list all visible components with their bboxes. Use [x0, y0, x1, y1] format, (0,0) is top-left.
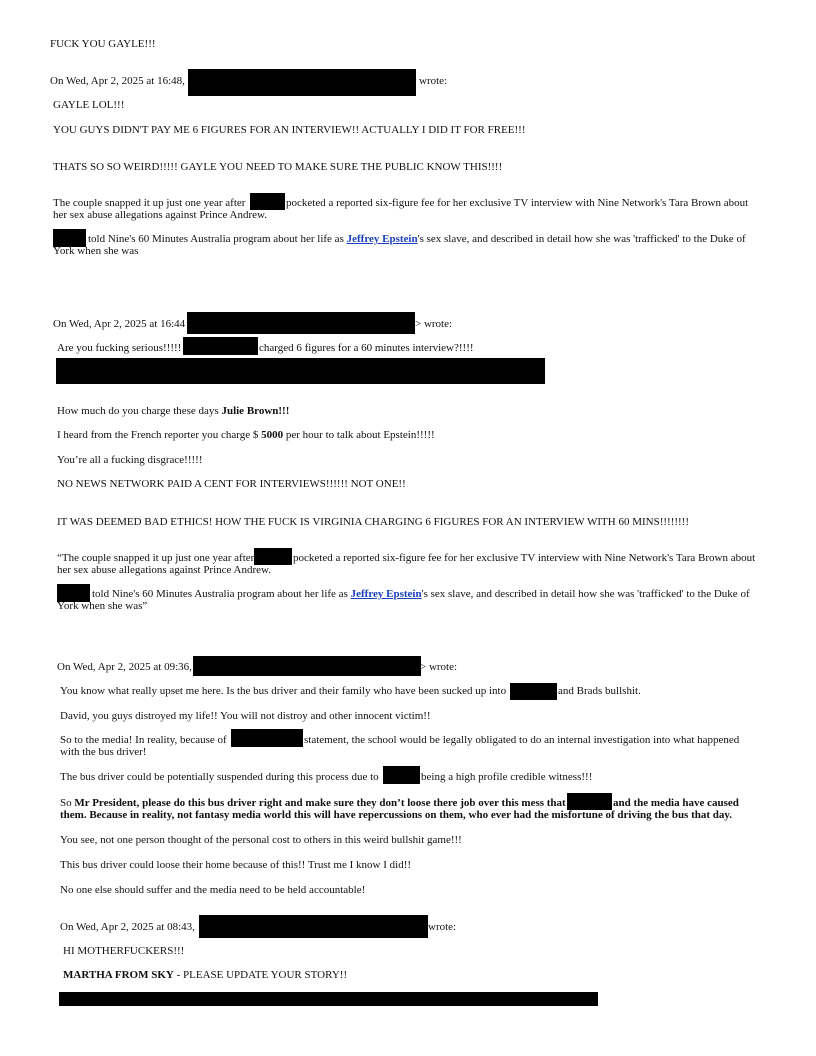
message-line: You see, not one person thought of the personal cost to others in this weird bullshit game!!!	[60, 834, 462, 846]
reply-header-wrote: wrote:	[419, 75, 448, 87]
message-line: You’re all a fucking disgrace!!!!!	[57, 454, 203, 466]
quoted-line	[88, 233, 746, 245]
quoted-line: pocketed a reported six-figure fee for her exclusive TV interview with Nine Network's Tara Brown about	[293, 552, 756, 564]
message-line: THATS SO SO WEIRD!!!!! GAYLE YOU NEED TO MAKE SURE THE PUBLIC KNOW THIS!!!!	[53, 161, 503, 173]
message-text: - PLEASE UPDATE YOUR STORY!!	[176, 969, 348, 981]
message-line: charged 6 figures for a 60 minutes interview?!!!!	[259, 342, 474, 354]
reply-header-3: On Wed, Apr 2, 2025 at 09:36,	[57, 661, 192, 673]
quoted-line: York when she was”	[57, 600, 148, 612]
quoted-line: her sex abuse allegations against Prince Andrew.	[57, 564, 272, 576]
message-bold: MARTHA FROM SKY	[63, 969, 174, 981]
redaction-block	[254, 548, 292, 565]
message-line: So to the media! In reality, because of	[60, 734, 227, 746]
message-line: This bus driver could loose their home because of this!! Trust me I know I did!!	[60, 859, 412, 871]
redaction-block	[183, 337, 258, 355]
quoted-text: told Nine's 60 Minutes Australia program about her life as	[92, 588, 348, 600]
redaction-block	[510, 683, 557, 700]
message-bold: Mr President, please do this bus driver right and make sure they don’t loose there job over this mess that	[74, 797, 566, 809]
redaction-block	[199, 915, 428, 938]
jeffrey-epstein-link[interactable]: Jeffrey Epstein	[346, 233, 418, 245]
message-line	[57, 429, 435, 441]
reply-header-date: On Wed, Apr 2, 2025 at 16:48,	[50, 75, 185, 87]
message-line: IT WAS DEEMED BAD ETHICS! HOW THE FUCK IS VIRGINIA CHARGING 6 FIGURES FOR AN INTERVIEW WITH 60 MINS!!!!!!!!	[57, 516, 690, 528]
message-text: So	[60, 797, 72, 809]
message-text: How much do you charge these days	[57, 405, 219, 417]
message-bold: them. Because in reality, not fantasy media world this will have repercussions on them, who ever had the misfortune of driving the bus that day.	[60, 809, 733, 821]
message-line: NO NEWS NETWORK PAID A CENT FOR INTERVIEWS!!!!!! NOT ONE!!	[57, 478, 406, 490]
message-line: HI MOTHERFUCKERS!!!	[63, 945, 185, 957]
message-line: GAYLE LOL!!!	[53, 99, 125, 111]
message-line: The bus driver could be potentially suspended during this process due to	[60, 771, 379, 783]
name-bold: Julie Brown!!!	[221, 405, 290, 417]
reply-header-wrote: wrote:	[428, 921, 457, 933]
quoted-text: told Nine's 60 Minutes Australia program about her life as	[88, 233, 344, 245]
redaction-block	[383, 766, 420, 784]
subject-line: FUCK YOU GAYLE!!!	[50, 38, 156, 50]
message-line: with the bus driver!	[60, 746, 147, 758]
message-line	[613, 797, 739, 809]
redaction-block	[188, 69, 416, 96]
price-bold: 5000	[261, 429, 284, 441]
redaction-block	[59, 992, 598, 1006]
message-line	[63, 969, 347, 981]
quoted-line: her sex abuse allegations against Prince Andrew.	[53, 209, 268, 221]
quoted-line: pocketed a reported six-figure fee for her exclusive TV interview with Nine Network's Tara Brown about	[286, 197, 749, 209]
redaction-block	[193, 656, 421, 676]
quoted-text: 's sex slave, and described in detail how she was 'trafficked' to the Duke of	[417, 233, 746, 245]
message-line: statement, the school would be legally obligated to do an internal investigation into what happened	[304, 734, 740, 746]
message-line: and Brads bullshit.	[558, 685, 641, 697]
message-line: Are you fucking serious!!!!!	[57, 342, 182, 354]
reply-header-2: On Wed, Apr 2, 2025 at 16:44	[53, 318, 186, 330]
quoted-line: The couple snapped it up just one year after	[53, 197, 246, 209]
message-line: being a high profile credible witness!!!	[421, 771, 593, 783]
message-line: No one else should suffer and the media need to be held accountable!	[60, 884, 366, 896]
message-line: YOU GUYS DIDN'T PAY ME 6 FIGURES FOR AN INTERVIEW!! ACTUALLY I DID IT FOR FREE!!!	[53, 124, 526, 136]
redaction-block	[250, 193, 285, 210]
reply-header-4: On Wed, Apr 2, 2025 at 08:43,	[60, 921, 195, 933]
message-line: David, you guys distroyed my life!! You will not distroy and other innocent victim!!	[60, 710, 431, 722]
message-line	[57, 405, 289, 417]
reply-header-1	[50, 75, 185, 87]
message-line	[60, 797, 566, 809]
redaction-block	[567, 793, 612, 810]
message-bold: and the media have caused	[613, 797, 739, 809]
message-text: I heard from the French reporter you charge $	[57, 429, 259, 441]
quoted-text: 's sex slave, and described in detail how she was 'trafficked' to the Duke of	[421, 588, 750, 600]
message-line: You know what really upset me here. Is the bus driver and their family who have been sucked up into	[60, 685, 507, 697]
message-text: per hour to talk about Epstein!!!!!	[285, 429, 435, 441]
reply-header-wrote: > wrote:	[415, 318, 453, 330]
redaction-block	[187, 312, 415, 334]
quoted-line	[92, 588, 750, 600]
quoted-line: “The couple snapped it up just one year after	[57, 552, 255, 564]
message-line	[60, 809, 732, 821]
jeffrey-epstein-link[interactable]: Jeffrey Epstein	[350, 588, 422, 600]
redaction-block	[231, 729, 303, 747]
reply-header-wrote: > wrote:	[420, 661, 458, 673]
quoted-line: York when she was	[53, 245, 139, 257]
redaction-block	[56, 358, 545, 384]
